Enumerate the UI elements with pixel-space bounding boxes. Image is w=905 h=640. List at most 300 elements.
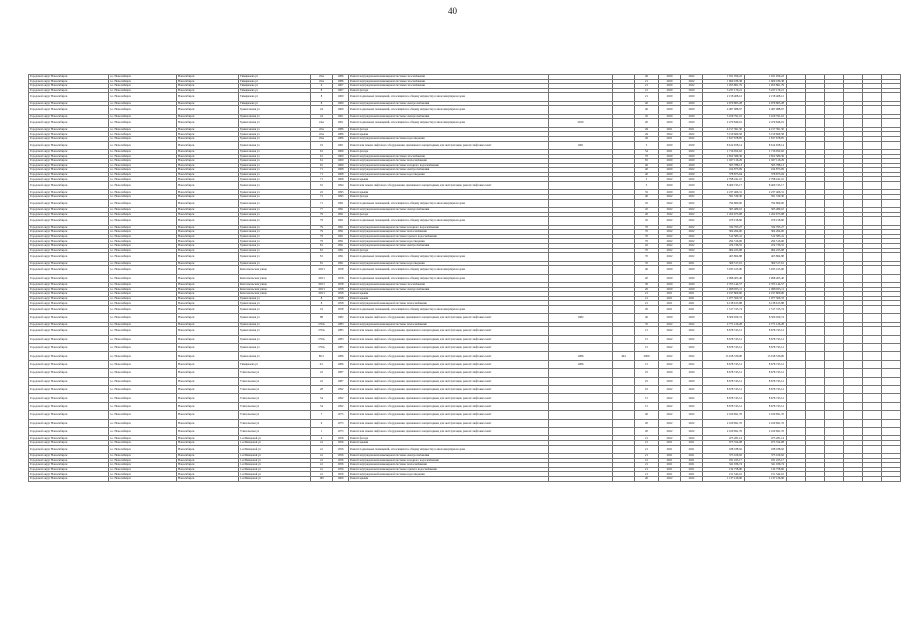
table-cell-city: г.о. Новосибирск bbox=[109, 386, 177, 394]
table-cell-district: Новосибирск bbox=[177, 419, 239, 427]
table-cell-house: 81 bbox=[311, 243, 333, 248]
table-cell-year: 1968 bbox=[333, 177, 349, 182]
table-cell-y2: 2020 bbox=[681, 377, 703, 385]
table-cell-n bbox=[613, 253, 635, 261]
table-cell-cost2: 505 788,13 bbox=[745, 163, 787, 168]
table-cell-cost1: 2 798 241,10 bbox=[703, 177, 745, 182]
table-cell-y2: 2022 bbox=[681, 411, 703, 419]
table-cell-work: Ремонт внутридомовой инженерной системы электроснабжения bbox=[349, 243, 549, 248]
table-cell-city: г.о. Новосибирск bbox=[109, 453, 177, 458]
table-cell-work: Ремонт фасада bbox=[349, 88, 549, 93]
table-cell-cost2: 1 027 116,29 bbox=[745, 159, 787, 164]
table-cell-y2: 2022 bbox=[681, 84, 703, 89]
table-cell-district: Новосибирск bbox=[177, 411, 239, 419]
table-cell-empty bbox=[863, 182, 882, 190]
table-cell-district: Новосибирск bbox=[177, 440, 239, 445]
table-cell-empty bbox=[844, 419, 863, 427]
table-cell-y2: 2021 bbox=[681, 467, 703, 472]
table-cell-empty bbox=[787, 314, 806, 322]
table-cell-year: 1969 bbox=[333, 154, 349, 159]
table-cell-empty bbox=[825, 411, 844, 419]
table-cell-region: Городской округ Новосибирск bbox=[29, 239, 109, 244]
table-cell-house: 79 bbox=[311, 212, 333, 217]
table-cell-empty bbox=[825, 360, 844, 368]
table-cell-empty bbox=[844, 335, 863, 343]
table-cell-y2: 2021 bbox=[681, 261, 703, 266]
table-cell-cost1: 8 678 745,12 bbox=[703, 344, 745, 352]
table-cell-year: 1967 bbox=[333, 84, 349, 89]
table-cell-street: Трикотажная ул bbox=[239, 248, 311, 253]
table-cell-work: Ремонт внутридомовой инженерной системы холодного водоснабжения bbox=[349, 163, 549, 168]
table-cell-region: Городской округ Новосибирск bbox=[29, 419, 109, 427]
table-cell-house: 41 bbox=[311, 467, 333, 472]
table-cell-city: г.о. Новосибирск bbox=[109, 360, 177, 368]
table-cell-n bbox=[613, 217, 635, 225]
table-cell-district: Новосибирск bbox=[177, 88, 239, 93]
table-cell-region: Городской округ Новосибирск bbox=[29, 458, 109, 463]
table-cell-empty bbox=[882, 344, 901, 352]
table-cell-empty bbox=[825, 314, 844, 322]
table-cell-cost2: 8 678 745,12 bbox=[745, 377, 787, 385]
table-cell-empty bbox=[882, 93, 901, 101]
table-cell-region: Городской округ Новосибирск bbox=[29, 217, 109, 225]
table-cell-street: Тимирязева ул bbox=[239, 75, 311, 80]
table-cell-cost2: 4 157 391,50 bbox=[745, 127, 787, 132]
table-cell-district: Новосибирск bbox=[177, 335, 239, 343]
table-cell-city: г.о. Новосибирск bbox=[109, 266, 177, 274]
table-cell-empty bbox=[806, 402, 825, 410]
table-cell-cost2: 2 705 144,57 bbox=[745, 282, 787, 287]
table-row bbox=[29, 274, 901, 282]
table-cell-work: Ремонт подвальных помещений, относящихся к общему имуществу в многоквартирном доме bbox=[349, 199, 549, 207]
table-cell-y2: 2020 bbox=[681, 266, 703, 274]
table-cell-empty bbox=[806, 386, 825, 394]
table-cell-city: г.о. Новосибирск bbox=[109, 369, 177, 377]
table-cell-house: 79 bbox=[311, 230, 333, 235]
table-cell-y2: 2022 bbox=[681, 168, 703, 173]
table-cell-area: 20 bbox=[635, 119, 659, 127]
table-cell-street: Комсомольская улица bbox=[239, 282, 311, 287]
table-cell-y1: 2021 bbox=[659, 445, 681, 453]
table-cell-house: 54 bbox=[311, 394, 333, 402]
table-cell-work: Ремонт или замена лифтового оборудования, признанного непригодным для эксплуатации, ремонт лифтовых шахт bbox=[349, 314, 549, 322]
table-cell-cost1: 8 678 745,12 bbox=[703, 327, 745, 335]
table-cell-house: 8 bbox=[311, 296, 333, 301]
table-cell-district: Новосибирск bbox=[177, 182, 239, 190]
table-cell-area: 21 bbox=[635, 84, 659, 89]
table-cell-y1: 2022 bbox=[659, 199, 681, 207]
table-cell-city: г.о. Новосибирск bbox=[109, 163, 177, 168]
table-cell-cost1: 8 678 745,12 bbox=[703, 377, 745, 385]
table-cell-cost1: 505 788,13 bbox=[703, 163, 745, 168]
table-row bbox=[29, 253, 901, 261]
table-cell-empty bbox=[806, 93, 825, 101]
table-cell-year: 1992 bbox=[333, 402, 349, 410]
table-cell-house: 45А bbox=[311, 79, 333, 84]
table-cell-cost1: 1 716 952,62 bbox=[703, 149, 745, 154]
table-cell-n bbox=[613, 402, 635, 410]
table-cell-year: 1975 bbox=[333, 427, 349, 435]
table-cell-n bbox=[613, 182, 635, 190]
table-cell-n bbox=[613, 445, 635, 453]
table-cell-empty bbox=[863, 119, 882, 127]
table-cell-city: г.о. Новосибирск bbox=[109, 458, 177, 463]
table-cell-city: г.о. Новосибирск bbox=[109, 261, 177, 266]
table-cell-year: 1983 bbox=[333, 335, 349, 343]
table-cell-district: Новосибирск bbox=[177, 472, 239, 477]
table-cell-year: 1956 bbox=[333, 472, 349, 477]
table-cell-district: Новосибирск bbox=[177, 296, 239, 301]
table-cell-empty bbox=[844, 274, 863, 282]
table-cell-y1: 2021 bbox=[659, 301, 681, 306]
table-cell-cost1: 188 188,92 bbox=[703, 445, 745, 453]
table-cell-work: Ремонт или замена лифтового оборудования, признанного непригодным для эксплуатации, ремонт лифтовых шахт bbox=[349, 419, 549, 427]
table-cell-house: 71 bbox=[311, 168, 333, 173]
table-cell-city: г.о. Новосибирск bbox=[109, 172, 177, 177]
table-cell-empty bbox=[844, 253, 863, 261]
table-cell-empty bbox=[844, 217, 863, 225]
table-cell-empty bbox=[863, 274, 882, 282]
table-cell-house: 7 bbox=[311, 411, 333, 419]
table-cell-street: Учительская ул bbox=[239, 394, 311, 402]
table-cell-street: 1-я Шевцовой ул bbox=[239, 440, 311, 445]
table-cell-city: г.о. Новосибирск bbox=[109, 154, 177, 159]
table-cell-district: Новосибирск bbox=[177, 305, 239, 313]
table-cell-empty bbox=[844, 377, 863, 385]
table-cell-empty bbox=[863, 402, 882, 410]
table-cell-district: Новосибирск bbox=[177, 119, 239, 127]
table-cell-n bbox=[613, 199, 635, 207]
table-cell-city: г.о. Новосибирск bbox=[109, 314, 177, 322]
table-cell-house: 8 bbox=[311, 101, 333, 106]
table-cell-city: г.о. Новосибирск bbox=[109, 239, 177, 244]
table-cell-cost1: 964 225,08 bbox=[703, 248, 745, 253]
table-cell-n bbox=[613, 360, 635, 368]
table-cell-empty bbox=[787, 344, 806, 352]
table-cell-year: 1958 bbox=[333, 274, 349, 282]
table-cell-city: г.о. Новосибирск bbox=[109, 445, 177, 453]
table-cell-m bbox=[549, 335, 613, 343]
table-cell-m bbox=[549, 182, 613, 190]
table-cell-empty bbox=[825, 419, 844, 427]
table-cell-cost2: 2 158 408,12 bbox=[745, 93, 787, 101]
table-cell-empty bbox=[806, 427, 825, 435]
table-cell-empty bbox=[863, 335, 882, 343]
table-cell-house: 41 bbox=[311, 458, 333, 463]
table-cell-m bbox=[549, 377, 613, 385]
table-cell-y2: 2020 bbox=[681, 154, 703, 159]
table-cell-work: Ремонт внутридомовой инженерной системы горячего водоснабжения bbox=[349, 467, 549, 472]
table-cell-year: 1968 bbox=[333, 168, 349, 173]
table-cell-city: г.о. Новосибирск bbox=[109, 282, 177, 287]
table-cell-house: 45А bbox=[311, 132, 333, 137]
table-cell-house: 270А bbox=[311, 335, 333, 343]
table-cell-region: Городской округ Новосибирск bbox=[29, 243, 109, 248]
table-cell-m bbox=[549, 394, 613, 402]
table-cell-year: 1958 bbox=[333, 266, 349, 274]
table-cell-city: г.о. Новосибирск bbox=[109, 344, 177, 352]
table-cell-area: 40 bbox=[635, 266, 659, 274]
table-cell-work: Ремонт внутридомовой инженерной системы водоотведения bbox=[349, 472, 549, 477]
table-cell-house: 19 bbox=[311, 141, 333, 149]
table-row bbox=[29, 377, 901, 385]
table-cell-empty bbox=[882, 445, 901, 453]
table-cell-empty bbox=[806, 314, 825, 322]
table-cell-year: 1986 bbox=[333, 127, 349, 132]
table-cell-empty bbox=[882, 386, 901, 394]
table-cell-n bbox=[613, 305, 635, 313]
table-cell-house: 24 bbox=[311, 106, 333, 114]
table-cell-street: 1-я Шевцовой ул bbox=[239, 472, 311, 477]
table-cell-region: Городской округ Новосибирск bbox=[29, 253, 109, 261]
table-cell-y1: 2020 bbox=[659, 84, 681, 89]
table-cell-m bbox=[549, 106, 613, 114]
table-cell-y2: 2022 bbox=[681, 177, 703, 182]
table-cell-area: 5 bbox=[635, 141, 659, 149]
table-cell-y1: 2022 bbox=[659, 217, 681, 225]
table-cell-district: Новосибирск bbox=[177, 314, 239, 322]
table-cell-y2: 2021 bbox=[681, 458, 703, 463]
table-cell-area: 15 bbox=[635, 344, 659, 352]
table-cell-year: 1991 bbox=[333, 248, 349, 253]
table-cell-region: Городской округ Новосибирск bbox=[29, 230, 109, 235]
table-cell-empty bbox=[825, 274, 844, 282]
table-cell-region: Городской округ Новосибирск bbox=[29, 305, 109, 313]
table-cell-y2: 2022 bbox=[681, 436, 703, 441]
table-cell-work: Ремонт внутридомовой инженерной системы электроснабжения bbox=[349, 168, 549, 173]
table-cell-area: 21 bbox=[635, 296, 659, 301]
table-cell-city: г.о. Новосибирск bbox=[109, 127, 177, 132]
table-cell-year: 1960 bbox=[333, 93, 349, 101]
table-cell-region: Городской округ Новосибирск bbox=[29, 212, 109, 217]
table-cell-area: 21 bbox=[635, 458, 659, 463]
table-cell-street: Тимирязева ул bbox=[239, 79, 311, 84]
table-cell-y2: 2020 bbox=[681, 182, 703, 190]
table-cell-cost2: 2 169 691,76 bbox=[745, 411, 787, 419]
table-cell-house: 22 bbox=[311, 369, 333, 377]
table-cell-y2: 2021 bbox=[681, 292, 703, 297]
table-cell-work: Ремонт внутридомовой инженерной системы электроснабжения bbox=[349, 114, 549, 119]
table-cell-city: г.о. Новосибирск bbox=[109, 136, 177, 141]
table-cell-y2: 2021 bbox=[681, 305, 703, 313]
table-cell-area: 20 bbox=[635, 305, 659, 313]
table-cell-y1: 2020 bbox=[659, 190, 681, 195]
table-cell-empty bbox=[787, 106, 806, 114]
table-row bbox=[29, 411, 901, 419]
table-row bbox=[29, 394, 901, 402]
table-cell-cost1: 591 530,30 bbox=[703, 195, 745, 200]
table-cell-district: Новосибирск bbox=[177, 225, 239, 230]
table-cell-area: 49 bbox=[635, 132, 659, 137]
table-cell-city: г.о. Новосибирск bbox=[109, 377, 177, 385]
table-cell-n bbox=[613, 141, 635, 149]
table-cell-y2: 2021 bbox=[681, 445, 703, 453]
table-cell-work: Ремонт внутридомовой инженерной системы газоснабжения bbox=[349, 79, 549, 84]
table-cell-cost1: 8 509 020,74 bbox=[703, 314, 745, 322]
table-cell-district: Новосибирск bbox=[177, 427, 239, 435]
table-cell-empty bbox=[787, 476, 806, 481]
table-cell-empty bbox=[882, 476, 901, 481]
table-cell-street: Трикотажная ул bbox=[239, 208, 311, 213]
table-cell-city: г.о. Новосибирск bbox=[109, 225, 177, 230]
table-cell-work: Ремонт подвальных помещений, относящихся к общему имуществу в многоквартирном доме bbox=[349, 266, 549, 274]
table-cell-empty bbox=[844, 266, 863, 274]
table-cell-region: Городской округ Новосибирск bbox=[29, 436, 109, 441]
table-cell-empty bbox=[844, 305, 863, 313]
table-cell-y2: 2020 bbox=[681, 369, 703, 377]
table-cell-year: 1969 bbox=[333, 149, 349, 154]
table-cell-street: Трикотажная ул bbox=[239, 154, 311, 159]
table-cell-y1: 2020 bbox=[659, 369, 681, 377]
table-cell-area: 16 bbox=[635, 386, 659, 394]
table-cell-city: г.о. Новосибирск bbox=[109, 182, 177, 190]
table-cell-house: 81 bbox=[311, 261, 333, 266]
table-cell-region: Городской округ Новосибирск bbox=[29, 149, 109, 154]
table-cell-region: Городской округ Новосибирск bbox=[29, 296, 109, 301]
table-cell-empty bbox=[882, 182, 901, 190]
table-cell-work: Ремонт внутридомовой инженерной системы газоснабжения bbox=[349, 282, 549, 287]
table-cell-city: г.о. Новосибирск bbox=[109, 472, 177, 477]
table-cell-work: Ремонт или замена лифтового оборудования, признанного непригодным для эксплуатации, ремонт лифтовых шахт bbox=[349, 427, 549, 435]
table-cell-empty bbox=[882, 266, 901, 274]
table-cell-empty bbox=[806, 352, 825, 360]
table-row bbox=[29, 93, 901, 101]
table-cell-cost1: 1 660 186,38 bbox=[703, 79, 745, 84]
table-cell-cost1: 2 158 408,12 bbox=[703, 93, 745, 101]
table-cell-city: г.о. Новосибирск bbox=[109, 296, 177, 301]
table-cell-m bbox=[549, 305, 613, 313]
table-cell-city: г.о. Новосибирск bbox=[109, 440, 177, 445]
table-cell-empty bbox=[806, 199, 825, 207]
table-cell-empty bbox=[787, 327, 806, 335]
table-cell-year: 1956 bbox=[333, 467, 349, 472]
table-cell-region: Городской округ Новосибирск bbox=[29, 106, 109, 114]
table-cell-work: Ремонт крыши bbox=[349, 476, 549, 481]
table-cell-cost1: 2 998 405,40 bbox=[703, 274, 745, 282]
table-cell-m bbox=[549, 476, 613, 481]
table-cell-work: Ремонт подвальных помещений, относящихся к общему имуществу в многоквартирном доме bbox=[349, 93, 549, 101]
table-cell-y1: 2022 bbox=[659, 419, 681, 427]
table-cell-y2: 2022 bbox=[681, 322, 703, 327]
table-cell-empty bbox=[882, 394, 901, 402]
table-cell-region: Городской округ Новосибирск bbox=[29, 234, 109, 239]
table-cell-district: Новосибирск bbox=[177, 476, 239, 481]
table-cell-house: 100/1 bbox=[311, 274, 333, 282]
table-cell-house: 71 bbox=[311, 172, 333, 177]
table-cell-area: 70 bbox=[635, 234, 659, 239]
table-cell-work: Ремонт фасада bbox=[349, 149, 549, 154]
table-cell-cost2: 1 077 500,33 bbox=[745, 296, 787, 301]
table-cell-cost1: 2 970 865,28 bbox=[703, 101, 745, 106]
table-cell-region: Городской округ Новосибирск bbox=[29, 327, 109, 335]
table-cell-house: 19 bbox=[311, 305, 333, 313]
table-cell-district: Новосибирск bbox=[177, 282, 239, 287]
table-cell-work: Ремонт внутридомовой инженерной системы горячего водоснабжения bbox=[349, 234, 549, 239]
table-cell-house: 81 bbox=[311, 248, 333, 253]
table-cell-district: Новосибирск bbox=[177, 230, 239, 235]
table-cell-work: Ремонт внутридомовой инженерной системы холодного водоснабжения bbox=[349, 458, 549, 463]
table-cell-cost2: 8 678 745,12 bbox=[745, 386, 787, 394]
table-cell-empty bbox=[787, 369, 806, 377]
table-cell-y1: 2020 bbox=[659, 119, 681, 127]
table-cell-y1: 2021 bbox=[659, 440, 681, 445]
table-cell-year: 1987 bbox=[333, 369, 349, 377]
table-cell-cost1: 2 197 800,00 bbox=[703, 292, 745, 297]
table-cell-area: 30 bbox=[635, 282, 659, 287]
table-cell-district: Новосибирск bbox=[177, 266, 239, 274]
table-cell-street: Трикотажная ул bbox=[239, 352, 311, 360]
table-cell-cost1: 2 771 126,28 bbox=[703, 322, 745, 327]
table-cell-empty bbox=[863, 106, 882, 114]
table-cell-y1: 2020 bbox=[659, 163, 681, 168]
table-cell-city: г.о. Новосибирск bbox=[109, 217, 177, 225]
table-cell-district: Новосибирск bbox=[177, 163, 239, 168]
table-row bbox=[29, 445, 901, 453]
table-cell-cost2: 304 264,00 bbox=[745, 230, 787, 235]
table-cell-district: Новосибирск bbox=[177, 402, 239, 410]
table-cell-y2: 2021 bbox=[681, 472, 703, 477]
table-cell-empty bbox=[787, 394, 806, 402]
table-cell-year: 1986 bbox=[333, 136, 349, 141]
table-cell-city: г.о. Новосибирск bbox=[109, 427, 177, 435]
table-cell-cost2: 1 452 675,08 bbox=[745, 212, 787, 217]
table-cell-street: Трикотажная ул bbox=[239, 305, 311, 313]
table-cell-house: 100/1 bbox=[311, 282, 333, 287]
table-cell-y1: 2021 bbox=[659, 453, 681, 458]
table-cell-district: Новосибирск bbox=[177, 344, 239, 352]
table-cell-house: 9 bbox=[311, 419, 333, 427]
table-cell-street: Тимирязева ул bbox=[239, 88, 311, 93]
table-cell-y1: 2022 bbox=[659, 208, 681, 213]
table-cell-cost2: 964 225,08 bbox=[745, 248, 787, 253]
table-cell-empty bbox=[882, 377, 901, 385]
table-cell-empty bbox=[806, 476, 825, 481]
table-cell-empty bbox=[825, 266, 844, 274]
table-cell-region: Городской округ Новосибирск bbox=[29, 322, 109, 327]
table-cell-district: Новосибирск bbox=[177, 445, 239, 453]
table-cell-cost2: 164 873,09 bbox=[745, 168, 787, 173]
table-cell-empty bbox=[882, 360, 901, 368]
table-cell-area: 21 bbox=[635, 301, 659, 306]
table-cell-house: 41 bbox=[311, 440, 333, 445]
table-cell-empty bbox=[844, 327, 863, 335]
table-cell-y2: 2021 bbox=[681, 127, 703, 132]
table-cell-empty bbox=[863, 360, 882, 368]
table-cell-region: Городской округ Новосибирск bbox=[29, 75, 109, 80]
table-cell-street: 1-я Шевцовой ул bbox=[239, 458, 311, 463]
table-cell-empty bbox=[825, 377, 844, 385]
table-cell-m bbox=[549, 386, 613, 394]
table-cell-district: Новосибирск bbox=[177, 208, 239, 213]
table-cell-cost1: 2 705 144,57 bbox=[703, 282, 745, 287]
table-cell-empty bbox=[844, 445, 863, 453]
table-cell-empty bbox=[863, 305, 882, 313]
table-cell-m bbox=[549, 411, 613, 419]
table-cell-y2: 2022 bbox=[681, 208, 703, 213]
table-cell-work: Ремонт крыши bbox=[349, 292, 549, 297]
table-cell-m bbox=[549, 427, 613, 435]
table-cell-m bbox=[549, 253, 613, 261]
table-cell-empty bbox=[863, 93, 882, 101]
table-cell-m: 1961 bbox=[549, 141, 613, 149]
table-cell-region: Городской округ Новосибирск bbox=[29, 377, 109, 385]
table-cell-street: Тимирязева ул bbox=[239, 84, 311, 89]
table-cell-region: Городской округ Новосибирск bbox=[29, 114, 109, 119]
table-cell-street: Учительская ул bbox=[239, 419, 311, 427]
table-cell-y1: 2022 bbox=[659, 352, 681, 360]
table-cell-cost1: 151 542,10 bbox=[703, 472, 745, 477]
table-cell-cost1: 8 678 745,12 bbox=[703, 369, 745, 377]
